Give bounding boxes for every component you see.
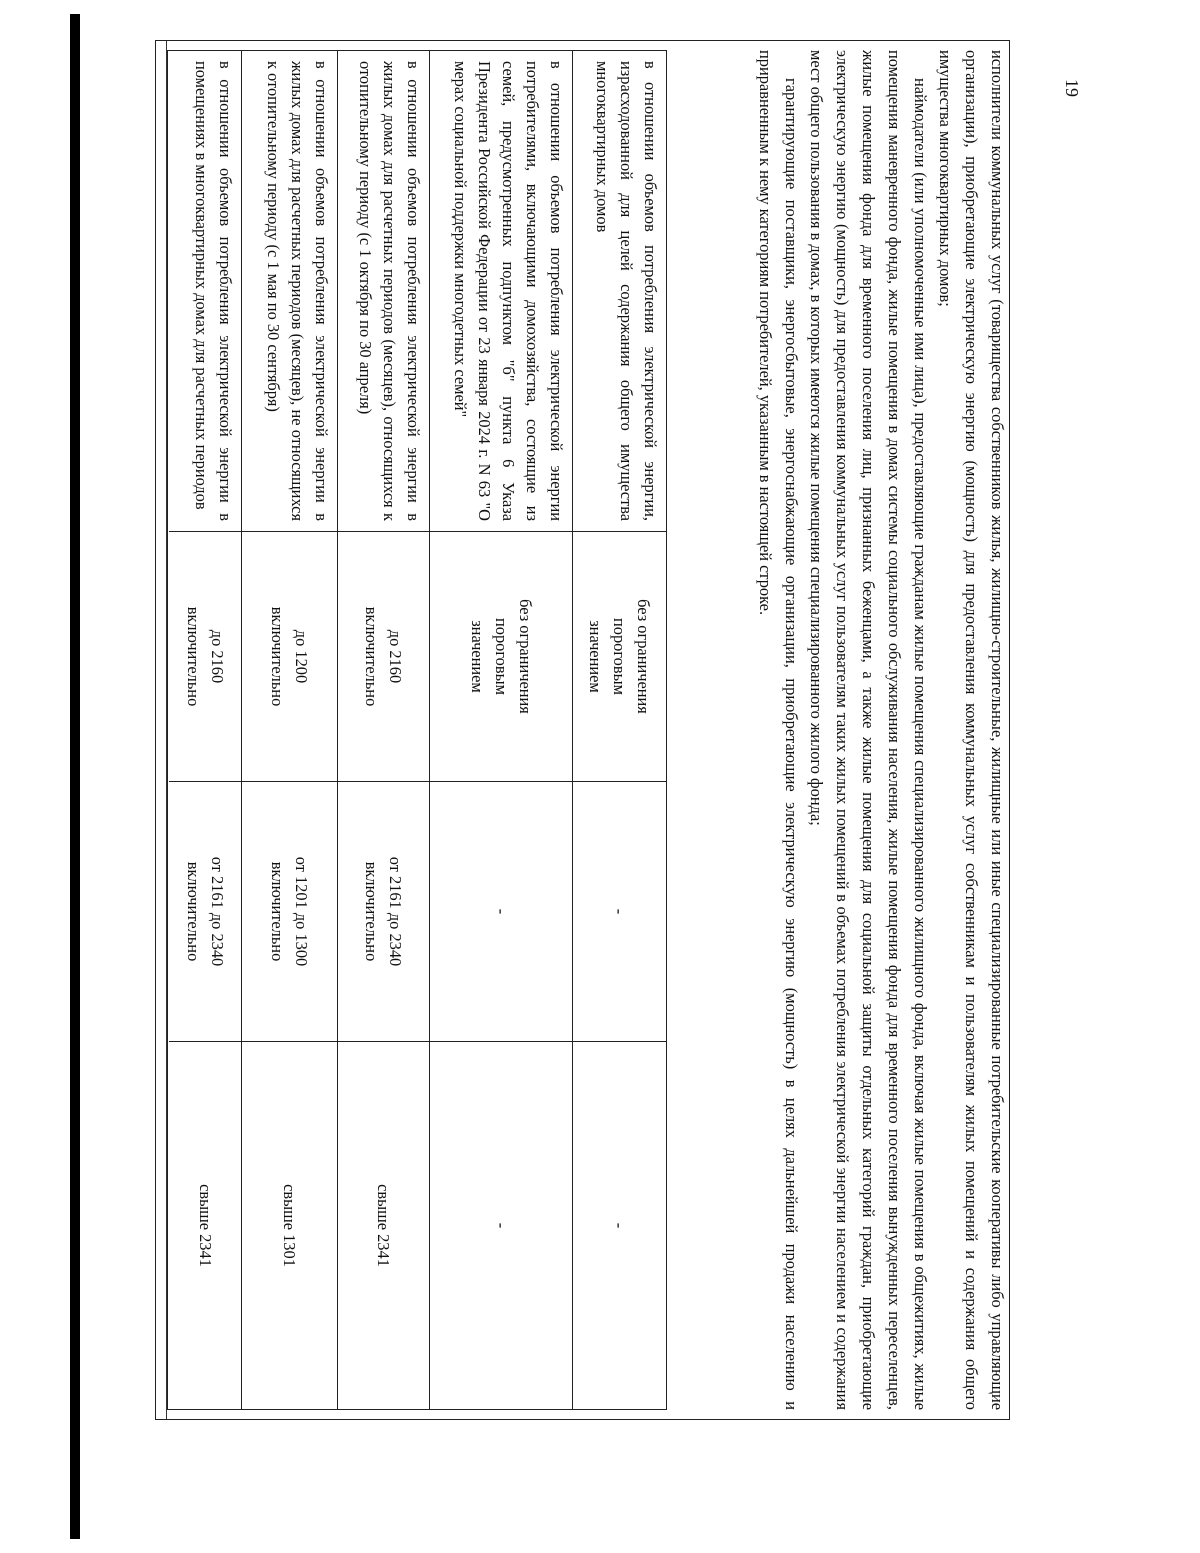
value-line: свыше 1301 [280,1184,300,1267]
value-line: - [492,908,511,915]
value-line: включительно [362,606,382,707]
prose-paragraph-3: гарантирующие поставщики, энергосбытовые, энергоснабжающие организации, приобретающие электрическую энергию (мощность) в целях дальнейшей продажи населению и приравненным к нему категориям потребителей, указанным в настоящей строке. [755,50,801,1410]
prose-paragraph-1: исполнители коммунальных услуг (товарищества собственников жилья, жилищно-строительные, жилищные или иные специализированные потребительские кооперативы либо управляющие организации), приобретающие электрическую энергию (мощность) для предоставления коммунальных услуг собственникам и пользователям жилых помещений и содержания общего имущества многоквартирных домов; [936,50,1007,1410]
rotated-content-wrapper [163,40,1010,1420]
col2-value [338,531,429,781]
row-description: в отношении объемов потребления электрической энергии в жилых домах для расчетных периодов (месяцев), относящихся к отопительному периоду (с 1 октября по 30 апреля) [356,61,423,521]
value-line: включительно [362,861,382,962]
value-line: - [610,1222,630,1229]
prose-block [670,50,1010,1410]
table-row [430,51,573,1409]
value-line: - [492,1222,511,1229]
value-line: без ограничения [634,599,654,714]
value-line: включительно [184,606,203,707]
rotated-content [163,40,1010,1420]
table-row [169,51,242,1409]
value-line: от 2161 до 2340 [386,856,406,967]
scan-edge-bar [70,14,80,1539]
col3-value [242,781,337,1041]
value-line: включительно [268,861,288,962]
row-description: в отношении объемов потребления электрической энергии в жилых домах для расчетных периодов (месяцев), не относящихся к отопительному периоду (с 1 мая по 30 сентября) [264,61,331,521]
value-line: включительно [184,861,203,962]
col2-value [430,531,572,781]
col4-value [338,1041,429,1409]
col4-value [430,1041,572,1409]
col2-value [573,531,666,781]
value-line: свыше 2341 [196,1184,215,1267]
col4-value [242,1041,337,1409]
value-line: - [610,908,630,915]
col3-value [430,781,572,1041]
row-description: в отношении объемов потребления электрической энергии потребителями, включающими домохозяйства, состоящие из семей, предусмотренных подпунктом "б" пункта 6 Указа Президента Российской Федерации от 23 января 2024 г. N 63 "О мерах социальной поддержки многодетных семей" [451,61,566,521]
value-line: пороговым [492,617,511,695]
value-line: до 2160 [386,629,406,684]
value-line: до 2160 [208,629,227,684]
table-row [338,51,430,1409]
col2-value [169,531,241,781]
page-number: 19 [1062,79,1082,97]
col3-value [338,781,429,1041]
value-line: от 2161 до 2340 [208,856,227,967]
table-row [242,51,338,1409]
value-line: свыше 2341 [374,1184,394,1267]
col3-value [169,781,241,1041]
value-line: включительно [268,606,288,707]
col3-value [573,781,666,1041]
value-line: без ограничения [516,599,535,714]
value-line: до 1200 [292,629,312,684]
value-line: значением [586,620,606,693]
prose-paragraph-2: наймодатели (или уполномоченные ими лица), предоставляющие гражданам жилые помещения специализированного жилищного фонда, включая жилые помещения в общежитиях, жилые помещения маневренного фонда, жилые помещения в домах системы социального обслуживания населения, жилые помещения фонда для временного поселения вынужденных переселенцев, жилые помещения фонда для временного поселения лиц, признанных беженцами, а также жилые помещения для социальной защиты отдельных категорий граждан, приобретающие электрическую энергию (мощность) для предоставления коммунальных услуг пользователям таких жилых помещений в объемах потребления электрической энергии населением и содержания мест общего пользования в домах, в которых имеются жилые помещения специализированного жилого фонда; [807,50,930,1410]
col4-value [573,1041,666,1409]
value-line: значением [468,620,487,693]
col2-value [242,531,337,781]
table-row [573,51,666,1409]
row-description: в отношении объемов потребления электрической энергии, израсходованной для целей содержания общего имущества многоквартирных домов [593,61,660,521]
tariff-table [167,50,667,1410]
row-description: в отношении объемов потребления электрической энергии в помещениях в многоквартирных домах для расчетных периодов [192,61,235,521]
value-line: пороговым [610,617,630,695]
col4-value [169,1041,241,1409]
value-line: от 1201 до 1300 [292,856,312,967]
